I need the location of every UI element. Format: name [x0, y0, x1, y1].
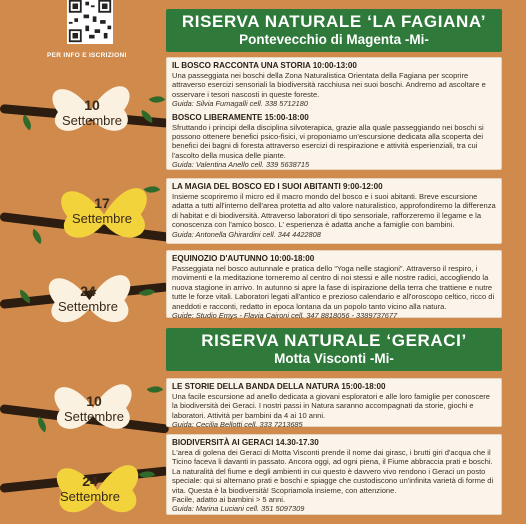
section-subtitle: Pontevecchio di Magenta -Mi- [239, 32, 429, 47]
date-day: 24 [82, 473, 98, 489]
event-title: IL BOSCO RACCONTA UNA STORIA 10:00-13:00 [172, 61, 357, 70]
event-description: Una passeggiata nei boschi della Zona Naturalistica Orientata della Fagiana per scoprire attraverso esercizi sensoriali la biodiversità racchiusa nei suoi boschi. Andremo ad ascoltare e osservare i tesori nascosti in queste foreste. [172, 71, 486, 99]
event-title: LA MAGIA DEL BOSCO ED I SUOI ABITANTI 9:00-12:00 [172, 182, 383, 191]
section-subtitle: Motta Visconti -Mi- [274, 351, 394, 366]
date-day: 17 [94, 195, 110, 211]
qr-code[interactable] [67, 0, 113, 44]
event-title: LE STORIE DELLA BANDA DELLA NATURA 15:00-18:00 [172, 382, 386, 391]
date-month: Settembre [58, 299, 118, 314]
date-month: Settembre [62, 113, 122, 128]
event-guide: Guida: Cecilia Bellotti cell. 333 7213685 [172, 420, 303, 430]
event-description: Passeggiata nel bosco autunnale e pratica dello “Yoga nelle stagioni”. Attraverso il respiro, i movimenti e la meditazione torneremo al centro di noi stessi e alle nostre radici, accogliendo la nuova stagione in arrivo. In autunno si apre la fase di ispirazione della terra che trattiene e nutre tutte le forze vitali. Laboratori legati all'antico e prezioso calendario e all'oroscopo celtico, ricco di aneddoti e racconti, redatto in epoca lontana da un popolo tanto vicino alla natura. [172, 264, 495, 311]
event [172, 61, 497, 109]
event-guide: Guida: Marina Luciani cell. 351 5097309 [172, 504, 305, 514]
event-description: Sfruttando i principi della disciplina silvoterapica, grazie alla quale passeggiando nei boschi si possono ottenere benefici psico-fisici, vi proponiamo un'escursione dedicata alla scoperta dei benefici dei bagni di foresta attraverso esercizi di respirazione e attività esperienziali, tra cui l'ascolto della musica delle piante. [172, 122, 484, 160]
date-month: Settembre [64, 409, 124, 424]
event-description: Insieme scopriremo il micro ed il macro mondo del bosco e i suoi abitanti. Breve escursione adatta a tutti all'interno dell'area protetta ad alto valore naturalistico, approfondiremo la differenza di habitat e di biodiversità. Attraverso laboratori di tipo sensoriale, rafforzeremo il legame e la conoscenza con l'amico bosco. L' esperienza è adatta anche a famiglie con bambini. [172, 192, 496, 230]
qr-label: PER INFO E ISCRIZIONI [47, 52, 127, 59]
event-title: BOSCO LIBERAMENTE 15:00-18:00 [172, 112, 309, 122]
leaf-icon [149, 92, 166, 107]
event-description: L'area di golena dei Geraci di Motta Visconti prende il nome dai girasc, i brutti giri d'acqua che il Ticino faceva li davanti in passato. Ancora oggi, ad ogni piena, il Fiume abbraccia prati e boschi. La naturalità del fiume e degli ambienti in cui questo è davvero vivo rendono i Geraci un posto speciale: qui si alternano prati e boschi e spiagge che custodiscono un'infinita varietà di forme di vita. Questa è la biodiversità! Scopriamola insieme, con attenzione. [172, 448, 494, 495]
event-guide: Guida: Valentina Anello cell. 339 5638715 [172, 160, 310, 170]
event-title: EQUINOZIO D'AUTUNNO 10:00-18:00 [172, 254, 315, 263]
event [172, 438, 497, 514]
date-label [48, 284, 128, 314]
section-title: RISERVA NATURALE ‘GERACI’ [201, 331, 467, 350]
date-day: 24 [80, 283, 96, 299]
date-label [54, 394, 134, 424]
event-guide: Guida: Antonella Ghirardini cell. 344 4422808 [172, 229, 321, 239]
date-label [62, 196, 142, 226]
section-title: RISERVA NATURALE ‘LA FAGIANA’ [181, 12, 487, 31]
event-guide: Guide: Studio Emys - Flavia Caironi cell. 347 8818056 - 3389737677 [172, 311, 398, 321]
event-extra: Facile, adatto ai bambini > 5 anni. [172, 495, 286, 505]
date-month: Settembre [60, 489, 120, 504]
event-card [166, 378, 502, 430]
event [172, 182, 497, 239]
leaf-icon [147, 382, 164, 397]
date-day: 10 [84, 97, 100, 113]
event-card [166, 57, 502, 170]
event-guide: Guida: Silvia Fumagalli cell. 338 5712180 [172, 99, 308, 109]
date-label [52, 98, 132, 128]
event-title: BIODIVERSITÀ AI GERACI 14.30-17.30 [172, 438, 319, 447]
event-description: Una facile escursione ad anello dedicata a giovani esploratori e alle loro famiglie per conoscere la biodiversità dei Geraci. I nostri passi in Natura saranno accompagnati da storie, giochi e laboratori. Attività per bambini da 4 ai 10 anni. [172, 392, 490, 420]
event-card [166, 178, 502, 244]
event-card [166, 250, 502, 321]
event [172, 113, 497, 170]
section-header [166, 9, 502, 52]
event [172, 382, 497, 430]
leaf-icon [29, 229, 46, 244]
date-day: 10 [86, 393, 102, 409]
event [172, 254, 497, 320]
section-header [166, 328, 502, 371]
event-card [166, 434, 502, 515]
date-label [50, 474, 130, 504]
leaf-icon [19, 115, 36, 131]
date-month: Settembre [72, 211, 132, 226]
